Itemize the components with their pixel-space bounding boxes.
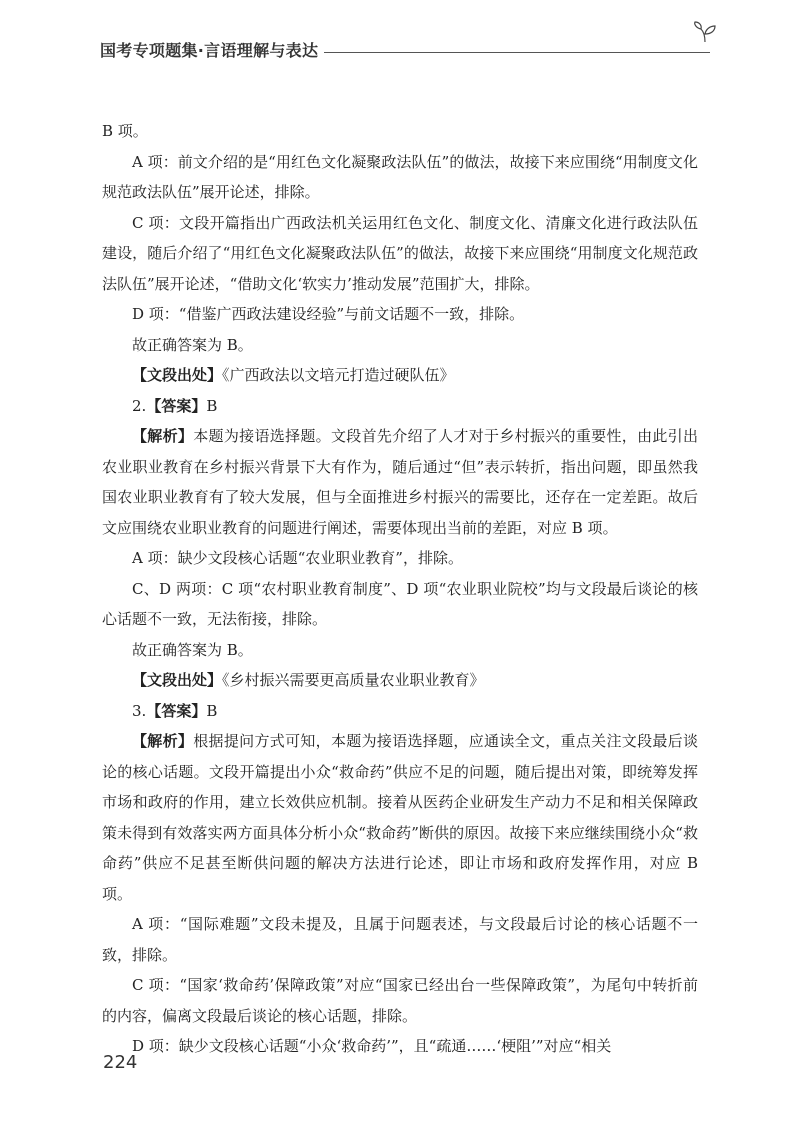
paragraph: A 项：前文介绍的是“用红色文化凝聚政法队伍”的做法，故接下来应围绕“用制度文化规范政法队伍”展开论述，排除。 bbox=[102, 152, 698, 201]
analysis-paragraph bbox=[102, 421, 698, 543]
analysis-label: 【解析】 bbox=[132, 427, 194, 445]
page-number: 224 bbox=[103, 1052, 138, 1073]
paragraph: B 项。 bbox=[102, 122, 148, 140]
paragraph: A 项：“国际难题”文段未提及，且属于问题表述，与文段最后讨论的核心话题不一致，排除。 bbox=[102, 915, 698, 964]
source-line bbox=[102, 360, 698, 391]
answer-line bbox=[102, 696, 698, 727]
paragraph: A 项：缺少文段核心话题“农业职业教育”，排除。 bbox=[132, 549, 463, 567]
running-header-title: 国考专项题集·言语理解与表达 bbox=[100, 40, 319, 60]
paragraph: C、D 两项：C 项“农村职业教育制度”、D 项“农业职业院校”均与文段最后谈论的核心话题不一致，无法衔接，排除。 bbox=[102, 579, 698, 628]
answer-explanations bbox=[102, 116, 698, 1062]
answer-value: B bbox=[206, 701, 218, 720]
source-label: 【文段出处】 bbox=[132, 366, 223, 384]
analysis-paragraph bbox=[102, 726, 698, 909]
header-rule bbox=[324, 52, 710, 53]
question-number: 3. bbox=[132, 701, 147, 720]
paragraph: C 项：“国家‘救命药’保障政策”对应“国家已经出台一些保障政策”，为尾句中转折前的内容，偏离文段最后谈论的核心话题，排除。 bbox=[102, 976, 698, 1025]
paragraph: 故正确答案为 B。 bbox=[132, 640, 253, 659]
question-number: 2. bbox=[132, 396, 147, 415]
analysis-label: 【解析】 bbox=[132, 732, 194, 750]
sprout-leaf-icon bbox=[692, 20, 718, 46]
source-title: 《广西政法以文培元打造过硬队伍》 bbox=[222, 366, 455, 384]
paragraph: 故正确答案为 B。 bbox=[132, 335, 253, 354]
analysis-text: 根据提问方式可知，本题为接语选择题，应通读全文，重点关注文段最后谈论的核心话题。文段开篇提出小众“救命药”供应不足的问题，随后提出对策，即统筹发挥市场和政府的作用，建立长效供应机制。接着从医药企业研发生产动力不足和相关保障政策未得到有效落实两方面具体分析小众“救命药”断供的原因。故接下来应继续围绕小众“救命药”供应不足甚至断供问题的解决方法进行论述，即让市场和政府发挥作用，对应 B 项。 bbox=[102, 732, 698, 903]
answer-value: B bbox=[206, 396, 218, 415]
analysis-text: 本题为接语选择题。文段首先介绍了人才对于乡村振兴的重要性，由此引出农业职业教育在乡村振兴背景下大有作为，随后通过“但”表示转折，指出问题，即虽然我国农业职业教育有了较大发展，但与全面推进乡村振兴的需要比，还存在一定差距。故后文应围绕农业职业教育的问题进行阐述，需要体现出当前的差距，对应 B 项。 bbox=[102, 427, 698, 537]
running-header bbox=[100, 34, 710, 64]
source-title: 《乡村振兴需要更高质量农业职业教育》 bbox=[222, 671, 485, 689]
paragraph: D 项：“借鉴广西政法建设经验”与前文话题不一致，排除。 bbox=[132, 305, 525, 323]
answer-label: 【答案】 bbox=[146, 396, 207, 415]
answer-label: 【答案】 bbox=[146, 701, 207, 720]
paragraph: C 项：文段开篇指出广西政法机关运用红色文化、制度文化、清廉文化进行政法队伍建设，随后介绍了“用红色文化凝聚政法队伍”的做法，故接下来应围绕“用制度文化规范政法队伍”展开论述，“借助文化‘软实力’推动发展”范围扩大，排除。 bbox=[102, 213, 698, 293]
answer-line bbox=[102, 391, 698, 422]
source-line bbox=[102, 665, 698, 696]
paragraph: D 项：缺少文段核心话题“小众‘救命药’”，且“疏通……‘梗阻’”对应“相关 bbox=[132, 1037, 612, 1055]
source-label: 【文段出处】 bbox=[132, 671, 223, 689]
